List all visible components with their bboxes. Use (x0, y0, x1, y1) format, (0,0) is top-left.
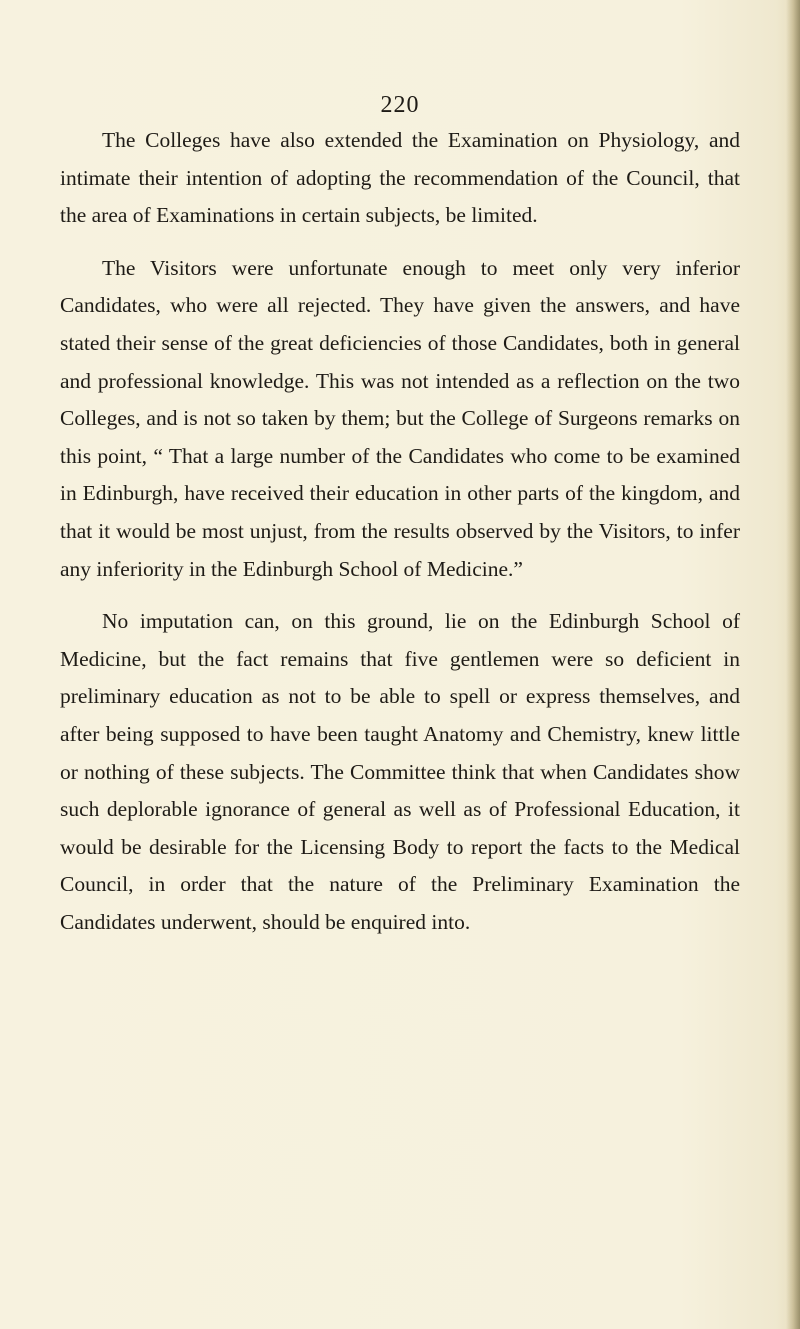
page-edge-shadow (786, 0, 800, 1329)
page-number: 220 (380, 92, 420, 118)
paragraph-visitors-report: The Visitors were unfortunate enough to meet only very inferior Candidates, who were all rejected. They have given the answers, and have stated their sense of the great deficiencies of those Candidates, both in general and professional knowledge. This was not intended as a reflection on the two Colleges, and is not so taken by them; but the College of Surgeons remarks on this point, “ That a large number of the Candidates who come to be examined in Edinburgh, have received their education in other parts of the kingdom, and that it would be most unjust, from the results observed by the Visitors, to infer any inferiority in the Edinburgh School of Medicine.” (60, 255, 740, 581)
paragraph-colleges-examination: The Colleges have also extended the Examination on Physiology, and intimate their intention of adopting the recommendation of the Council, that the area of Examinations in certain subjects, be limited. (60, 128, 740, 228)
body-text (60, 122, 740, 941)
paragraph-edinburgh-school: No imputation can, on this ground, lie on the Edinburgh School of Medicine, but the fact remains that five gentlemen were so deficient in preliminary education as not to be able to spell or express themselves, and after being supposed to have been taught Anatomy and Chemistry, knew little or nothing of these subjects. The Committee think that when Candidates show such deplorable ignorance of general as well as of Professional Education, it would be desirable for the Licensing Body to report the facts to the Medical Council, in order that the nature of the Preliminary Examination the Candidates underwent, should be enquired into. (60, 609, 740, 934)
